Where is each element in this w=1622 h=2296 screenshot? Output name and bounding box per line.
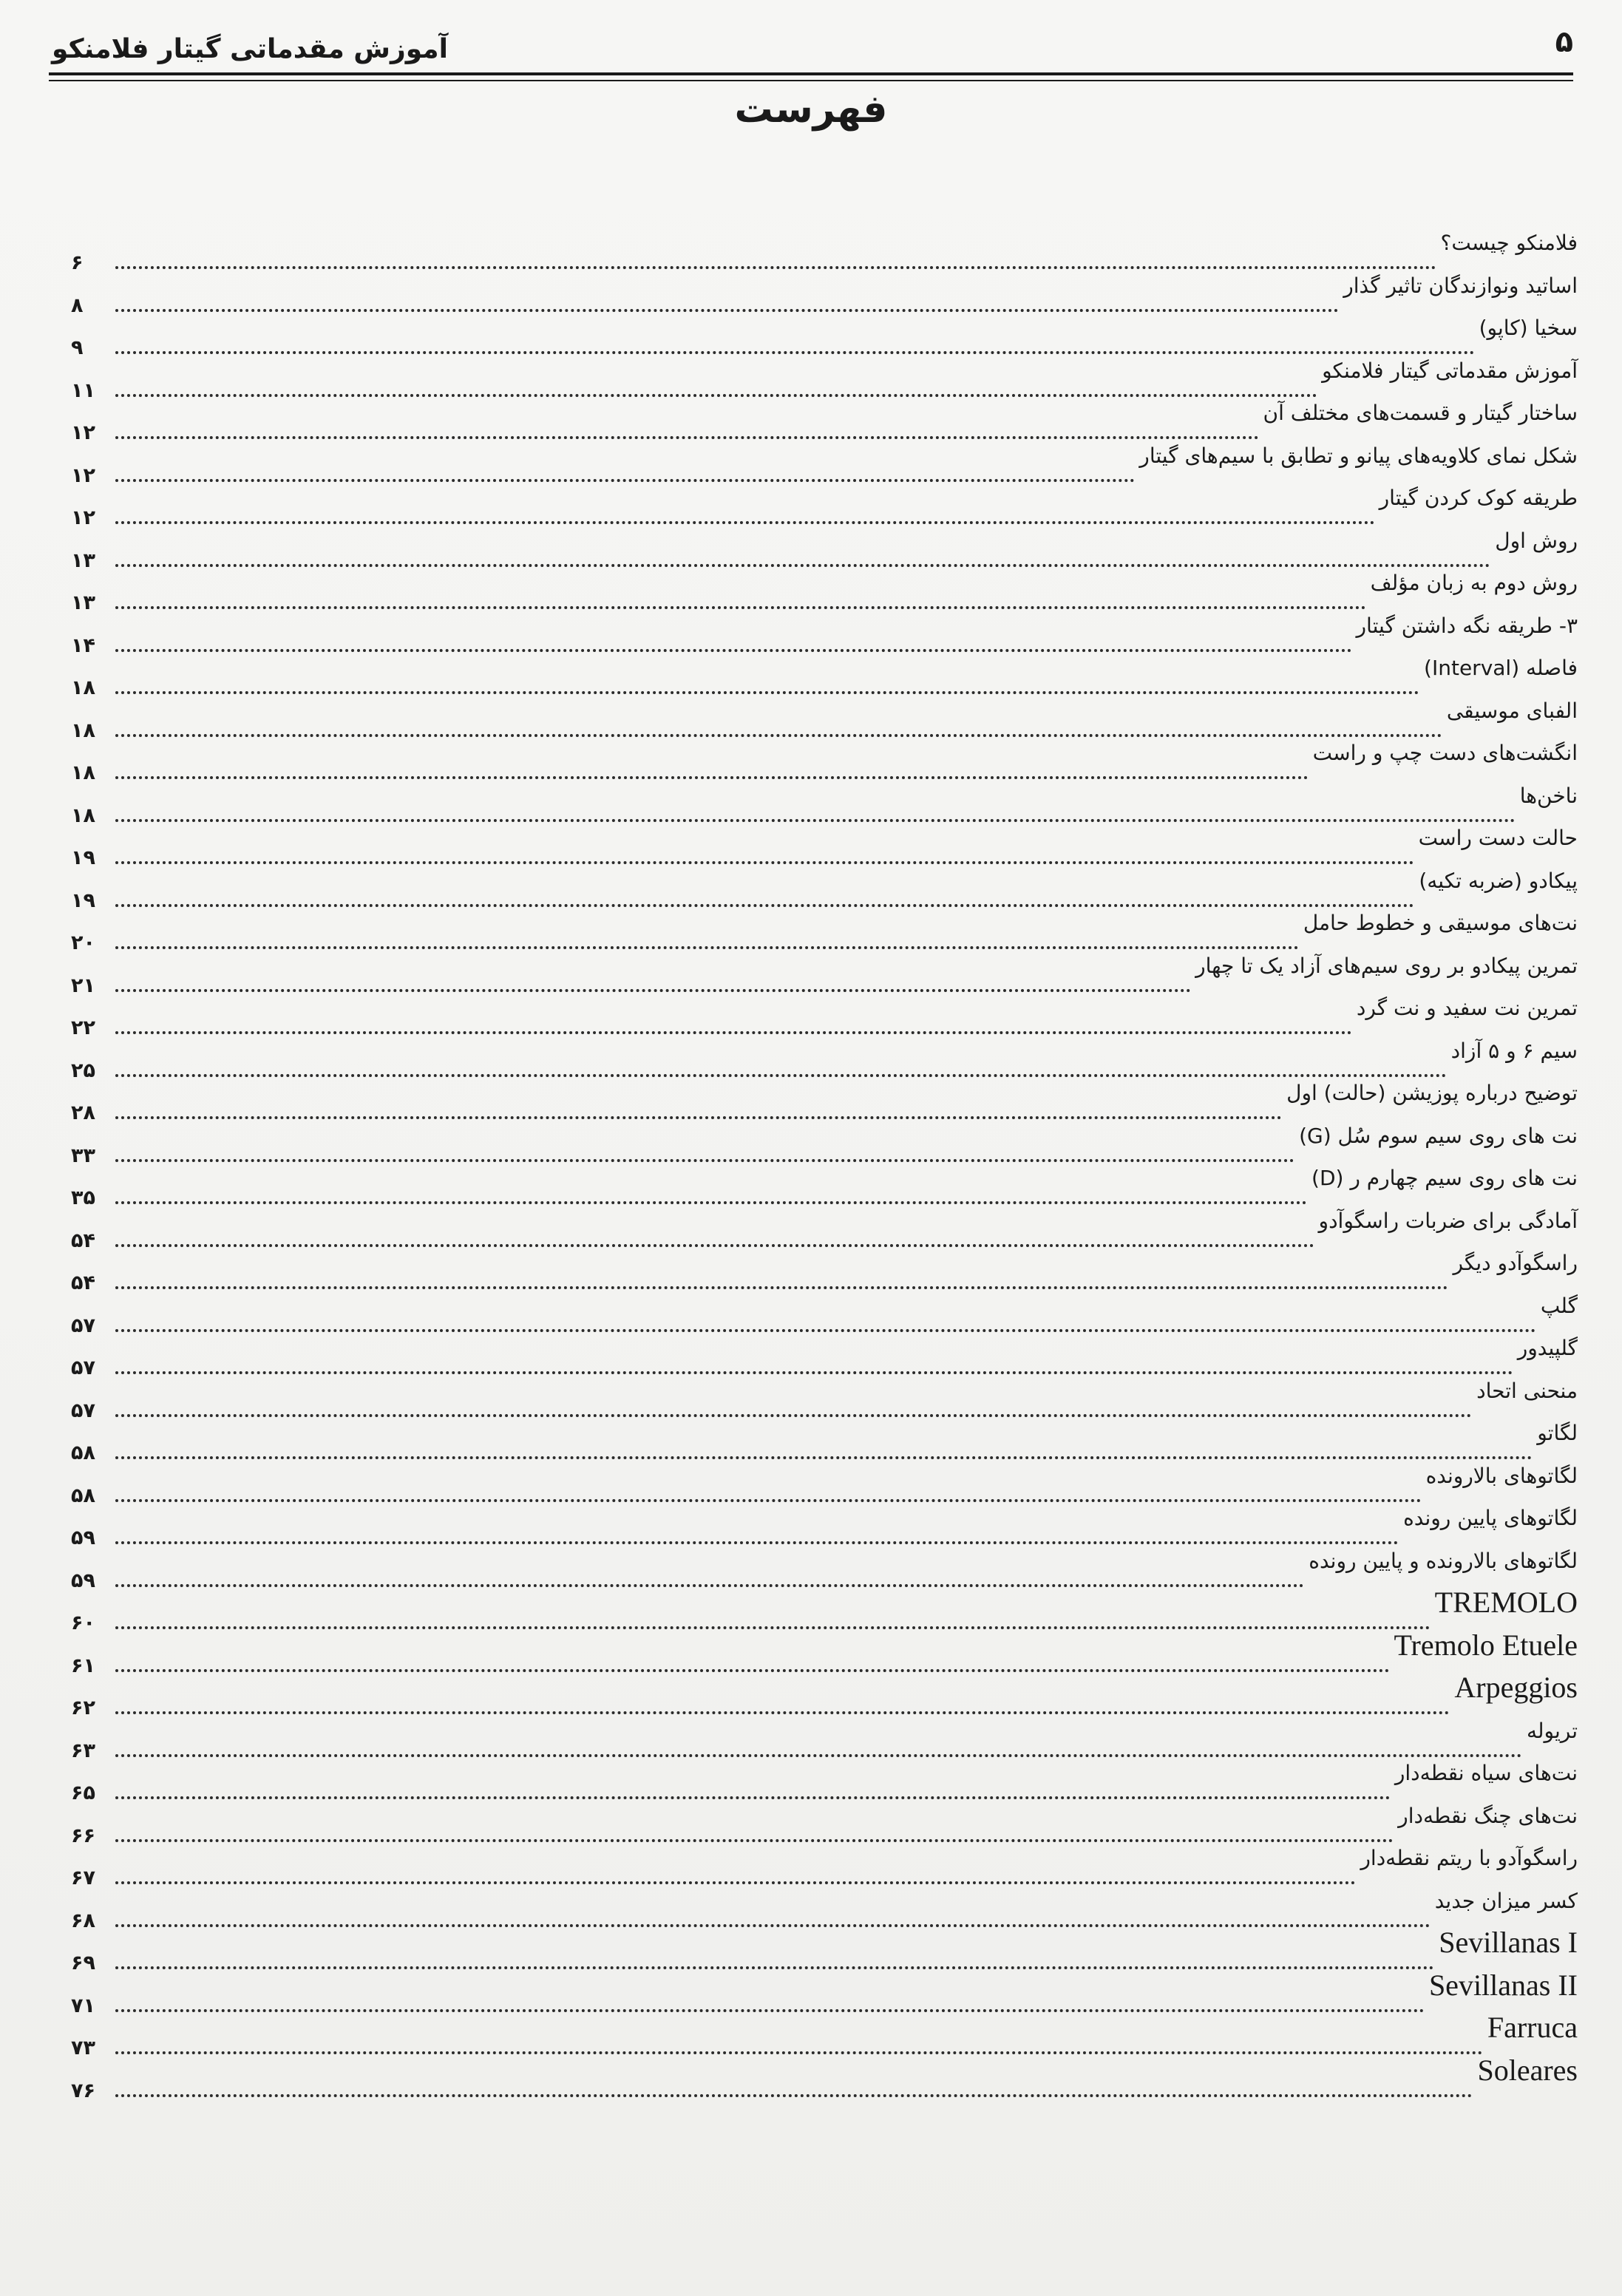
toc-entry-title: لگاتوهای بالارونده و پایین رونده bbox=[1309, 1548, 1578, 1573]
toc-entry bbox=[71, 653, 1578, 699]
toc-entry-title: راسگوآدو دیگر bbox=[1453, 1251, 1578, 1275]
toc-entry-page: ۲۸ bbox=[71, 1101, 95, 1124]
toc-entry bbox=[71, 1078, 1578, 1124]
toc-entry-page: ۵۸ bbox=[71, 1441, 95, 1464]
toc-dot-leader bbox=[115, 1626, 1431, 1629]
toc-entry-title: گلپیدور bbox=[1517, 1336, 1578, 1360]
toc-dot-leader bbox=[115, 351, 1475, 354]
toc-entry-title: روش دوم به زبان مؤلف bbox=[1370, 571, 1578, 595]
toc-dot-leader bbox=[115, 1031, 1352, 1034]
toc-dot-leader bbox=[115, 1584, 1304, 1587]
toc-dot-leader bbox=[115, 1754, 1522, 1757]
toc-entry bbox=[71, 1248, 1578, 1294]
toc-entry-page: ۳۳ bbox=[71, 1144, 95, 1167]
toc-entry-page: ۲۰ bbox=[71, 931, 95, 954]
toc-entry bbox=[71, 1376, 1578, 1422]
toc-entry-page: ۵۷ bbox=[71, 1314, 95, 1337]
toc-dot-leader bbox=[115, 266, 1436, 269]
toc-dot-leader bbox=[115, 1541, 1399, 1544]
toc-entry-title: Soleares bbox=[1477, 2053, 1578, 2087]
toc-entry-title: Sevillanas I bbox=[1439, 1926, 1578, 1959]
toc-entry-title: پیکادو (ضربه تکیه) bbox=[1419, 868, 1578, 893]
toc-entry-title: گلپ bbox=[1540, 1293, 1578, 1318]
toc-entry bbox=[71, 1968, 1578, 2017]
toc-entry-title: نت‌های چنگ نقطه‌دار bbox=[1398, 1803, 1578, 1828]
toc-entry-title: لگاتوهای پایین رونده bbox=[1403, 1506, 1578, 1530]
toc-entry-title: تریوله bbox=[1526, 1718, 1578, 1743]
toc-entry bbox=[71, 1036, 1578, 1082]
toc-dot-leader bbox=[115, 1244, 1314, 1247]
toc-entry-title: توضیح درباره پوزیشن (حالت) اول bbox=[1286, 1081, 1578, 1105]
toc-dot-leader bbox=[115, 1201, 1307, 1204]
toc-entry-title: نت‌های موسیقی و خطوط حامل bbox=[1303, 911, 1578, 935]
toc-entry-page: ۷۱ bbox=[71, 1994, 95, 2017]
toc-entry bbox=[71, 823, 1578, 869]
toc-entry bbox=[71, 1503, 1578, 1549]
toc-entry-page: ۱۸ bbox=[71, 676, 95, 699]
toc-entry bbox=[71, 866, 1578, 912]
toc-entry-page: ۱۸ bbox=[71, 761, 95, 784]
toc-entry bbox=[71, 1886, 1578, 1932]
toc-entry bbox=[71, 1333, 1578, 1379]
toc-entry-page: ۶۱ bbox=[71, 1654, 95, 1677]
toc-dot-leader bbox=[115, 2094, 1473, 2097]
toc-dot-leader bbox=[115, 1371, 1513, 1374]
toc-entry-title: Tremolo Etuele bbox=[1394, 1628, 1578, 1662]
toc-dot-leader bbox=[115, 2051, 1483, 2054]
toc-entry-page: ۱۴ bbox=[71, 634, 95, 657]
toc-dot-leader bbox=[115, 1669, 1390, 1672]
toc-entry-page: ۵۹ bbox=[71, 1526, 95, 1549]
toc-entry bbox=[71, 568, 1578, 614]
toc-entry-page: ۱۲ bbox=[71, 421, 95, 444]
toc-entry bbox=[71, 1716, 1578, 1762]
toc-entry-title: منحنی اتحاد bbox=[1476, 1378, 1578, 1403]
toc-dot-leader bbox=[115, 776, 1309, 779]
toc-entry-page: ۹ bbox=[71, 336, 84, 359]
toc-entry-title: سخیا (کاپو) bbox=[1479, 316, 1578, 340]
toc-entry-page: ۱۸ bbox=[71, 804, 95, 827]
toc-entry-page: ۵۴ bbox=[71, 1229, 95, 1252]
toc-entry-title: شکل نمای کلاویه‌های پیانو و تطابق با سیم‌های گیتار bbox=[1139, 443, 1578, 468]
toc-entry-page: ۱۱ bbox=[71, 378, 95, 402]
header-book-title: آموزش مقدماتی گیتار فلامنکو bbox=[52, 34, 448, 64]
toc-entry-title: Arpeggios bbox=[1454, 1671, 1578, 1704]
toc-dot-leader bbox=[115, 394, 1317, 397]
toc-entry-page: ۵۴ bbox=[71, 1271, 95, 1294]
toc-entry bbox=[71, 993, 1578, 1039]
toc-dot-leader bbox=[115, 1881, 1356, 1884]
toc-entry-page: ۶۰ bbox=[71, 1611, 95, 1634]
toc-entry-title: Farruca bbox=[1487, 2011, 1578, 2044]
toc-entry bbox=[71, 1291, 1578, 1337]
toc-entry-page: ۶۲ bbox=[71, 1696, 95, 1719]
toc-dot-leader bbox=[115, 1074, 1447, 1077]
toc-entry-title: انگشت‌های دست چپ و راست bbox=[1312, 741, 1578, 765]
toc-entry bbox=[71, 1586, 1578, 1634]
toc-entry-page: ۲۵ bbox=[71, 1059, 95, 1082]
toc-entry-page: ۶۹ bbox=[71, 1952, 95, 1974]
toc-entry bbox=[71, 1671, 1578, 1719]
toc-entry-page: ۷۳ bbox=[71, 2037, 95, 2059]
toc-entry bbox=[71, 228, 1578, 274]
toc-entry-title: فاصله (Interval) bbox=[1424, 656, 1578, 680]
toc-dot-leader bbox=[115, 1414, 1472, 1417]
header-rule-thin bbox=[49, 80, 1573, 81]
toc-entry bbox=[71, 1121, 1578, 1167]
page-title: فهرست bbox=[734, 87, 888, 132]
toc-dot-leader bbox=[115, 309, 1339, 312]
toc-dot-leader bbox=[115, 521, 1375, 524]
toc-entry-title: کسر میزان جدید bbox=[1434, 1888, 1578, 1913]
toc-entry-title: لگاتو bbox=[1537, 1421, 1578, 1445]
toc-entry-page: ۳۵ bbox=[71, 1186, 95, 1209]
toc-entry bbox=[71, 1418, 1578, 1464]
toc-entry bbox=[71, 356, 1578, 402]
toc-entry-page: ۸ bbox=[71, 293, 84, 317]
toc-entry-title: تمرین پیکادو بر روی سیم‌های آزاد یک تا چهار bbox=[1195, 953, 1578, 978]
toc-dot-leader bbox=[115, 564, 1490, 567]
toc-dot-leader bbox=[115, 1924, 1431, 1927]
toc-entry bbox=[71, 483, 1578, 529]
toc-dot-leader bbox=[115, 436, 1259, 439]
toc-entry-title: اساتید ونوازندگان تاثیر گذار bbox=[1343, 273, 1578, 298]
toc-dot-leader bbox=[115, 1456, 1533, 1459]
toc-entry-page: ۶۵ bbox=[71, 1782, 95, 1804]
toc-entry-title: روش اول bbox=[1495, 528, 1578, 553]
toc-entry bbox=[71, 526, 1578, 572]
toc-entry-page: ۶ bbox=[71, 251, 84, 274]
toc-dot-leader bbox=[115, 989, 1191, 992]
toc-dot-leader bbox=[115, 1329, 1536, 1332]
toc-entry bbox=[71, 1801, 1578, 1847]
toc-entry-page: ۱۸ bbox=[71, 719, 95, 742]
toc-entry bbox=[71, 398, 1578, 444]
toc-entry-page: ۷۶ bbox=[71, 2079, 95, 2102]
toc-entry-title: الفبای موسیقی bbox=[1446, 698, 1578, 723]
toc-dot-leader bbox=[115, 691, 1419, 694]
toc-entry-page: ۲۱ bbox=[71, 974, 95, 997]
toc-entry-page: ۲۲ bbox=[71, 1016, 95, 1039]
toc-entry bbox=[71, 1926, 1578, 1974]
toc-entry bbox=[71, 1843, 1578, 1889]
toc-entry-page: ۶۳ bbox=[71, 1739, 95, 1762]
header-rule bbox=[49, 72, 1573, 75]
toc-entry-page: ۵۸ bbox=[71, 1484, 95, 1507]
toc-entry-title: آموزش مقدماتی گیتار فلامنکو bbox=[1322, 358, 1578, 383]
toc-entry bbox=[71, 611, 1578, 657]
toc-entry-title: لگاتوهای بالارونده bbox=[1425, 1463, 1578, 1488]
toc-dot-leader bbox=[115, 861, 1414, 864]
toc-entry-title: ناخن‌ها bbox=[1519, 783, 1578, 808]
toc-entry-page: ۶۶ bbox=[71, 1824, 95, 1847]
toc-entry bbox=[71, 1461, 1578, 1507]
toc-entry bbox=[71, 696, 1578, 742]
toc-dot-leader bbox=[115, 1711, 1450, 1714]
toc-dot-leader bbox=[115, 1159, 1294, 1162]
toc-entry bbox=[71, 313, 1578, 359]
toc-entry-title: تمرین نت سفید و نت گرد bbox=[1356, 996, 1578, 1020]
toc-dot-leader bbox=[115, 2009, 1425, 2012]
toc-entry bbox=[71, 1546, 1578, 1592]
toc-dot-leader bbox=[115, 819, 1516, 822]
toc-entry bbox=[71, 271, 1578, 317]
toc-entry bbox=[71, 951, 1578, 997]
toc-dot-leader bbox=[115, 1116, 1282, 1119]
toc-entry-title: فلامنکو چیست؟ bbox=[1440, 231, 1578, 255]
toc-entry-page: ۵۹ bbox=[71, 1569, 95, 1592]
toc-entry-title: ساختار گیتار و قسمت‌های مختلف آن bbox=[1263, 401, 1578, 425]
toc-dot-leader bbox=[115, 606, 1366, 609]
toc-dot-leader bbox=[115, 1499, 1422, 1502]
toc-entry bbox=[71, 1628, 1578, 1677]
toc-entry-page: ۱۲ bbox=[71, 463, 95, 487]
toc-entry-title: نت‌های سیاه نقطه‌دار bbox=[1394, 1761, 1578, 1785]
toc-entry-title: نت های روی سیم سوم سُل (G) bbox=[1299, 1123, 1578, 1148]
toc-entry bbox=[71, 738, 1578, 784]
toc-entry-page: ۵۷ bbox=[71, 1356, 95, 1379]
toc-entry-title: آمادگی برای ضربات راسگوآدو bbox=[1318, 1208, 1578, 1233]
toc-dot-leader bbox=[115, 1966, 1434, 1969]
toc-entry bbox=[71, 441, 1578, 487]
toc-entry bbox=[71, 2011, 1578, 2059]
toc-entry-page: ۶۸ bbox=[71, 1909, 95, 1932]
toc-entry-title: طریقه کوک کردن گیتار bbox=[1379, 486, 1578, 510]
toc-entry-page: ۱۹ bbox=[71, 846, 95, 869]
toc-dot-leader bbox=[115, 734, 1442, 737]
toc-entry bbox=[71, 1758, 1578, 1804]
toc-entry-page: ۵۷ bbox=[71, 1399, 95, 1422]
toc-dot-leader bbox=[115, 479, 1135, 482]
toc-entry bbox=[71, 1163, 1578, 1209]
toc-dot-leader bbox=[115, 946, 1299, 949]
toc-entry bbox=[71, 781, 1578, 827]
toc-entry-page: ۱۳ bbox=[71, 548, 95, 572]
toc-entry bbox=[71, 1206, 1578, 1252]
toc-entry-title: نت های روی سیم چهارم ر (D) bbox=[1311, 1166, 1578, 1190]
toc-dot-leader bbox=[115, 649, 1352, 652]
table-of-contents bbox=[71, 228, 1578, 2102]
toc-entry-page: ۶۷ bbox=[71, 1867, 95, 1889]
toc-entry-page: ۱۳ bbox=[71, 591, 95, 614]
toc-dot-leader bbox=[115, 1839, 1394, 1842]
running-header bbox=[49, 22, 1573, 75]
toc-dot-leader bbox=[115, 1796, 1391, 1799]
toc-dot-leader bbox=[115, 1286, 1448, 1289]
toc-entry-page: ۱۹ bbox=[71, 889, 95, 912]
toc-entry bbox=[71, 2053, 1578, 2102]
header-page-number: ۵ bbox=[1555, 25, 1573, 59]
toc-entry-title: حالت دست راست bbox=[1418, 826, 1578, 850]
toc-entry-title: ۳- طریقه نگه داشتن گیتار bbox=[1356, 613, 1578, 638]
toc-dot-leader bbox=[115, 904, 1414, 907]
toc-entry bbox=[71, 908, 1578, 954]
toc-entry-title: TREMOLO bbox=[1434, 1586, 1578, 1619]
toc-entry-title: سیم ۶ و ۵ آزاد bbox=[1450, 1038, 1578, 1063]
toc-entry-title: Sevillanas II bbox=[1428, 1968, 1578, 2002]
toc-entry-page: ۱۲ bbox=[71, 506, 95, 529]
toc-entry-title: راسگوآدو با ریتم نقطه‌دار bbox=[1360, 1846, 1578, 1870]
